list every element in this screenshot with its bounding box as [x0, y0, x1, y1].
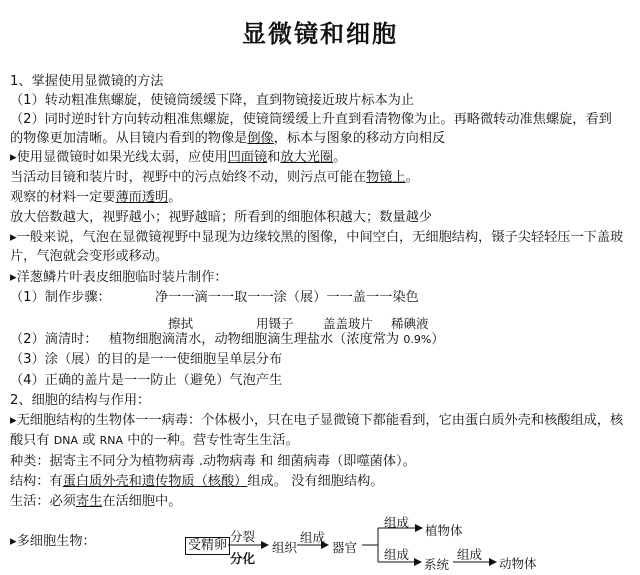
large-aperture-term: 放大光圈 [280, 150, 334, 165]
objective-lens-term: 物镜上 [366, 170, 406, 185]
section-2-heading: 2、细胞的结构与作用： [10, 393, 151, 408]
procedure-steps-label: （1）制作步骤： [10, 290, 111, 305]
text-segment: 观察的材料一定要 [10, 190, 116, 205]
text-segment: ▸使用显微镜时如果光线太弱，应使用 [10, 150, 228, 165]
inverted-image-term: 倒像 [247, 131, 274, 146]
text-segment: 组成。 没有细胞结构。 [247, 474, 384, 489]
plant-label: 植物体 [425, 523, 463, 538]
text-segment: 中的一种。营专性寄生生活。 [127, 433, 299, 448]
magnification-line: 放大倍数越大，视野越小；视野越暗；所看到的细胞体积越大；数量越少 [10, 210, 432, 225]
procedure-steps: 净一一滴一一取一一涂（展）一一盖一一染色 [155, 290, 419, 305]
virus-types-line: 种类：据寄主不同分为植物病毒 .动物病毒 和 细菌病毒（即噬菌体）。 [10, 454, 416, 469]
system-label: 系统 [424, 557, 450, 572]
section-1-heading: 1、掌握使用显微镜的方法 [10, 74, 164, 89]
form-label-2: 组成 [384, 515, 410, 530]
text-segment: 当活动目镜和装片时，视野中的污点始终不动，则污点可能在 [10, 170, 367, 185]
text-segment: 酸只有 [10, 433, 50, 448]
bubble-line-1: ▸一般来说，气泡在显微镜视野中显现为边缘较黑的图像，中间空白，无细胞结构，镊子尖轻轻压一下盖玻 [10, 230, 624, 245]
saline-concentration: 0.9% [403, 333, 432, 346]
form-label-3: 组成 [384, 547, 410, 562]
step-note-iodine: 稀碘液 [391, 316, 429, 331]
text-segment: 生活：必须 [10, 494, 76, 509]
text-segment: 植物细胞滴清水，动物细胞滴生理盐水（浓度常为 [109, 332, 400, 347]
text-segment: ） [431, 332, 445, 347]
fertilized-egg-box: 受精卵 [185, 537, 230, 555]
page-title: 显微镜和细胞 [242, 19, 398, 48]
text-segment: ，标本与图象的移动方向相反 [273, 131, 446, 146]
bubble-line-2: 片，气泡就会变形或移动。 [10, 249, 169, 264]
step-note-tweezers: 用镊子 [256, 316, 294, 331]
spread-purpose-line: （3）涂（展）的目的是一一使细胞呈单层分布 [10, 352, 283, 367]
coverslip-line: （4）正确的盖片是一一防止（避免）气泡产生 [10, 373, 283, 388]
dna-term: DNA [53, 434, 78, 447]
protein-shell-term: 蛋白质外壳和遗传物质（核酸） [62, 474, 248, 489]
text-segment: 或 [82, 433, 96, 448]
text-segment: 。 [168, 190, 182, 205]
text-segment: 结构：有 [10, 474, 63, 489]
form-label-1: 组成 [300, 530, 326, 545]
concave-mirror-term: 凹面镜 [227, 150, 268, 165]
step-2-line: （2）同时逆时针方向转动粗准焦螺旋，使镜筒缓缓上升直到看清物像为止。再略微转动准焦螺旋，看到 [10, 112, 612, 127]
text-segment: 在活细胞中。 [102, 494, 182, 509]
rna-term: RNA [99, 434, 123, 447]
text-segment: 的物像更加清晰。从目镜内看到的物像是 [10, 131, 248, 146]
text-segment: 。 [405, 170, 419, 185]
text-segment: 和 [267, 150, 281, 165]
step-note-coverslip: 盖盖玻片 [323, 316, 374, 331]
drip-label: （2）滴清时： [10, 332, 98, 347]
tissue-label: 组织 [272, 540, 298, 555]
form-label-4: 组成 [457, 547, 483, 562]
animal-label: 动物体 [499, 556, 537, 571]
step-note-wipe: 擦拭 [168, 316, 194, 331]
slide-preparation-heading: ▸洋葱鳞片叶表皮细胞临时装片制作： [10, 270, 228, 285]
thin-transparent-term: 薄而透明 [115, 190, 169, 205]
organ-label: 器官 [332, 540, 358, 555]
text-segment: 。 [333, 150, 347, 165]
step-1-line: （1）转动粗准焦螺旋，使镜筒缓缓下降，直到物镜接近玻片标本为止 [10, 93, 415, 108]
split-label: 分裂 [230, 529, 256, 544]
virus-line-1: ▸无细胞结构的生物体一一病毒：个体极小，只在电子显微镜下都能看到，它由蛋白质外壳和核酸组成，核 [10, 413, 624, 428]
diagram-label: ▸多细胞生物： [10, 534, 96, 549]
differentiate-label: 分化 [230, 551, 256, 566]
parasite-term: 寄生 [75, 494, 103, 509]
